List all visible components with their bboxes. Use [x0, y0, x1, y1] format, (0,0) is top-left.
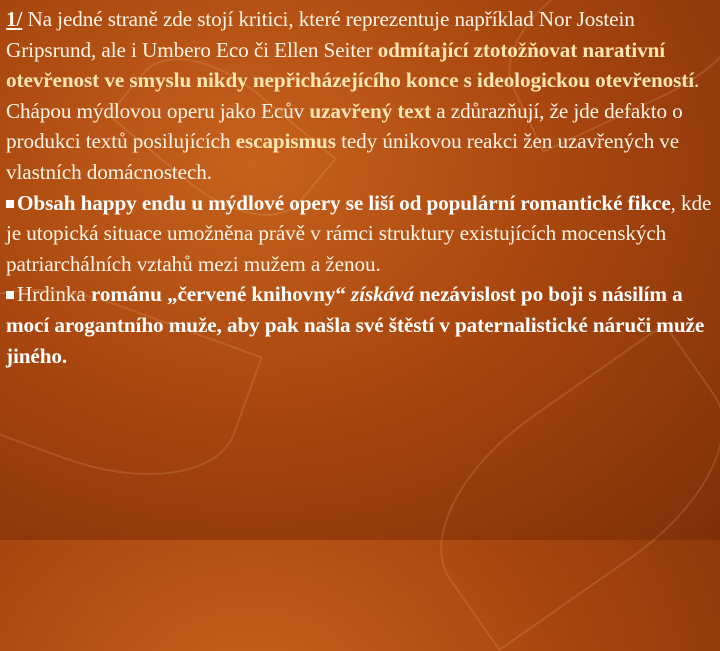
para1-text-4: tedy únikovou reakci žen uzavřených ve vlastních domácnostech. [6, 129, 680, 184]
para3-bold-1: románu „červené knihovny“ [90, 282, 352, 307]
paragraph-2 [6, 188, 712, 280]
para3-text-1: Hrdinka [17, 282, 91, 307]
para1-bold-2: uzavřený text [309, 98, 432, 123]
para1-bold-1: odmítající ztotožňovat narativní otevřenost ve smyslu nikdy nepřicházejícího konce s ideologickou otevřeností [6, 37, 695, 93]
para1-text-1: Na jedné straně zde stojí kritici, které reprezentuje například Nor Jostein Gripsrund, ale i Umbero Eco či Ellen Seiter [6, 7, 635, 62]
bullet-icon [6, 291, 14, 299]
para3-bold-italic-1: získává [351, 282, 414, 307]
slide-text [6, 4, 712, 371]
para1-text-3: a zdůrazňují, že jde defakto o produkci textů posilujících [6, 98, 683, 154]
para3-bold-2: nezávislost po boji s násilím a mocí arogantního muže, aby pak našla své štěstí v paternalistické náruči muže jiného. [6, 282, 705, 368]
decorative-leaf [399, 323, 720, 651]
paragraph-1 [6, 4, 712, 188]
item-number: 1/ [6, 7, 23, 31]
para1-bold-3: escapismus [235, 129, 336, 154]
para2-bold-1: Obsah happy endu u mýdlové opery se liší od populární romantické fikce [17, 190, 671, 215]
para1-text-2: . Chápou mýdlovou operu jako Ecův [6, 68, 700, 123]
paragraph-3 [6, 279, 712, 371]
para2-text-1: , kde je utopická situace umožněna právě v rámci struktury existujících mocenských patriarchálních vztahů mezi mužem a ženou. [6, 190, 712, 276]
bullet-icon [6, 200, 14, 208]
